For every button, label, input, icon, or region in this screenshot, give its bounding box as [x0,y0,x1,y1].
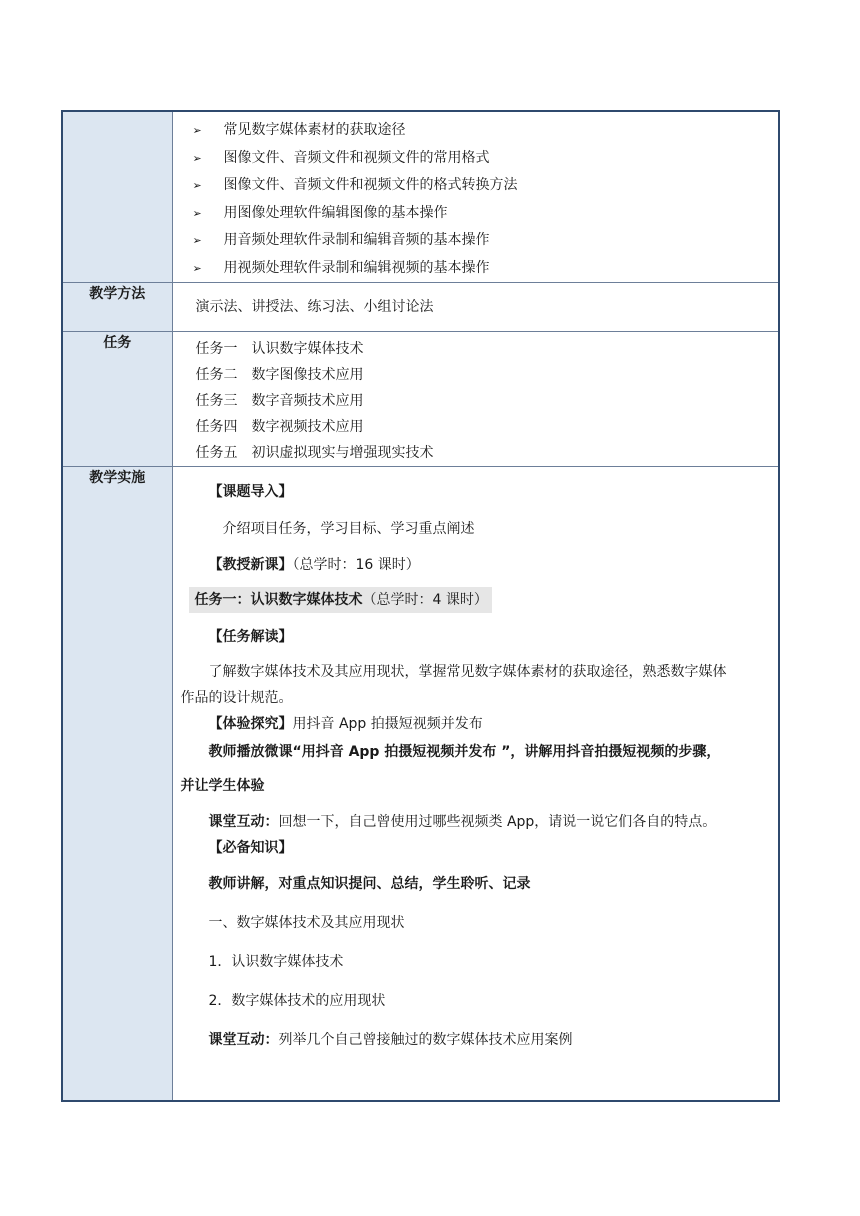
task-number: 任务二 [195,367,238,383]
arrow-bullet-icon: ➢ [192,261,202,275]
methods-row [62,283,779,332]
tasks-cell [172,332,779,467]
bullet-text: 用音频处理软件录制和编辑音频的基本操作 [223,232,490,248]
task1-heading: 任务一：认识数字媒体技术 [194,592,363,608]
section1-heading: 一、数字媒体技术及其应用现状 [208,915,405,931]
item1: 1．认识数字媒体技术 [208,954,344,970]
task-number: 任务五 [195,445,238,461]
methods-label: 教学方法 [62,283,172,332]
objectives-label-cell [62,111,172,283]
task-reading-line2: 作品的设计规范。 [180,690,293,706]
arrow-bullet-icon: ➢ [192,234,202,247]
list-item [193,227,779,255]
task-reading-line1: 了解数字媒体技术及其应用现状，掌握常见数字媒体素材的获取途径，熟悉数字媒体 [208,664,727,680]
task-title: 初识虚拟现实与增强现实技术 [251,445,434,461]
bullet-text: 图像文件、音频文件和视频文件的格式转换方法 [223,177,518,193]
bullet-text: 图像文件、音频文件和视频文件的常用格式 [223,149,490,166]
arrow-bullet-icon: ➢ [192,206,202,220]
list-item [193,200,779,228]
arrow-bullet-icon: ➢ [192,179,202,192]
intro-text: 介绍项目任务，学习目标、学习重点阐述 [222,521,475,537]
task-item [196,440,779,466]
implementation-label: 教学实施 [62,467,172,1101]
interaction2-label: 课堂互动： [208,1032,279,1048]
tasks-list [173,332,779,466]
new-lesson-hours: （总学时：16 课时） [292,557,420,573]
list-item [193,172,779,200]
teacher-explain: 教师讲解，对重点知识提问、总结，学生聆听、记录 [208,876,531,892]
interaction1-line [173,809,779,835]
objectives-list [173,112,779,282]
item2: 2．数字媒体技术的应用现状 [208,993,386,1009]
bullet-text: 用视频处理软件录制和编辑视频的基本操作 [223,259,490,276]
teacher-demo-line2: 并让学生体验 [180,778,265,794]
task-item [196,414,779,440]
knowledge-heading: 【必备知识】 [208,840,293,856]
tasks-row [62,332,779,467]
task-reading-heading: 【任务解读】 [208,629,293,645]
tasks-label: 任务 [62,332,172,467]
task-item [196,362,779,388]
task-number: 任务三 [195,393,238,409]
implementation-row [62,467,779,1101]
lesson-plan-table [61,110,780,1102]
interaction1-label: 课堂互动： [208,814,279,830]
task-title: 认识数字媒体技术 [251,341,364,357]
task-number: 任务一 [195,341,238,357]
list-item [193,255,779,283]
task-item [196,336,779,362]
interaction2-text: 列举几个自己曾接触过的数字媒体技术应用案例 [278,1032,573,1048]
methods-cell [172,283,779,332]
bullet-text: 用图像处理软件编辑图像的基本操作 [223,204,448,221]
bullet-text: 常见数字媒体素材的获取途径 [223,122,406,138]
explore-text: 用抖音 App 拍摄短视频并发布 [292,716,483,732]
list-item [193,117,779,145]
implementation-content [173,479,779,1061]
task1-hours: （总学时：4 课时） [362,592,488,608]
arrow-bullet-icon: ➢ [192,124,202,137]
task1-line [173,587,779,615]
intro-heading: 【课题导入】 [208,484,293,500]
objectives-content-cell [172,111,779,283]
task-item [196,388,779,414]
task-number: 任务四 [195,419,238,435]
task-title: 数字音频技术应用 [251,393,364,409]
teacher-demo-line1: 教师播放微课“用抖音 App 拍摄短视频并发布 ”，讲解用抖音拍摄短视频的步骤， [208,744,721,760]
task-title: 数字图像技术应用 [251,367,364,383]
methods-text: 演示法、讲授法、练习法、小组讨论法 [195,299,434,315]
explore-line [173,711,779,737]
implementation-cell [172,467,779,1101]
new-lesson-heading: 【教授新课】 [208,557,293,573]
interaction1-text: 回想一下，自己曾使用过哪些视频类 App，请说一说它们各自的特点。 [278,814,717,830]
list-item [193,145,779,173]
explore-heading: 【体验探究】 [208,716,293,732]
task1-highlight [189,587,492,613]
arrow-bullet-icon: ➢ [192,151,202,165]
task-title: 数字视频技术应用 [251,419,364,435]
objectives-row [62,111,779,283]
new-lesson-line [173,553,779,577]
interaction2-line [173,1027,779,1053]
